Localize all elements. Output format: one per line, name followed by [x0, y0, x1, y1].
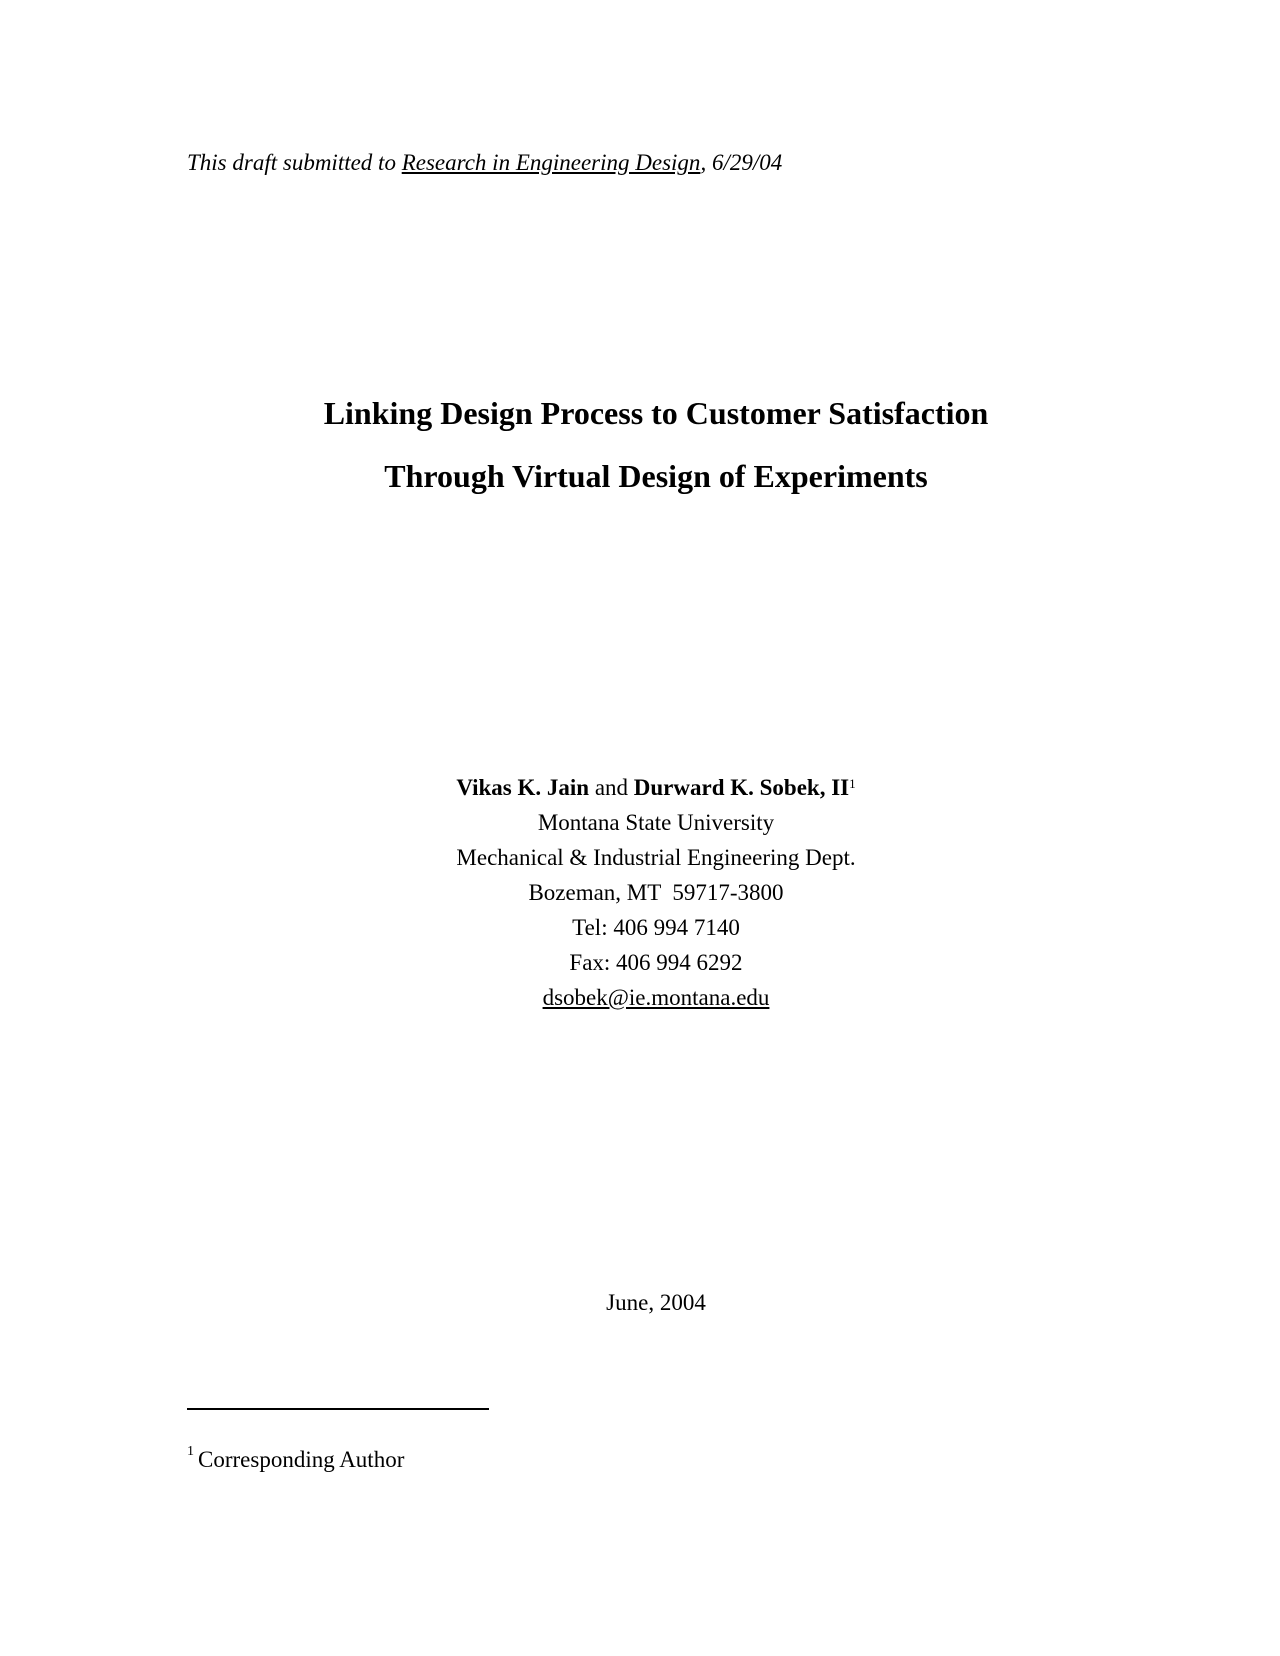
submission-note-prefix: This draft submitted to: [187, 150, 402, 175]
paper-title-line-1: Linking Design Process to Customer Satisfaction: [323, 395, 989, 431]
affiliation-fax: Fax: 406 994 6292: [569, 950, 743, 975]
author-email-link[interactable]: dsobek@ie.montana.edu: [542, 985, 770, 1010]
author-names: [0, 770, 1280, 805]
author-conjunction: and: [589, 775, 634, 800]
affiliation-telephone: Tel: 406 994 7140: [572, 915, 740, 940]
affiliation-address: Bozeman, MT 59717-3800: [528, 880, 784, 905]
affiliation-university: Montana State University: [537, 810, 775, 835]
author-1-name: Vikas K. Jain: [456, 775, 590, 800]
submission-note-date: , 6/29/04: [700, 150, 783, 175]
footnote: [187, 1444, 405, 1473]
journal-name: Research in Engineering Design: [401, 150, 701, 175]
submission-note: [187, 150, 782, 176]
footnote-divider: [187, 1408, 489, 1410]
author-2-name: Durward K. Sobek, II: [633, 775, 850, 800]
author-footnote-mark: 1: [849, 776, 856, 791]
footnote-mark: 1: [187, 1444, 194, 1459]
paper-title-line-2: Through Virtual Design of Experiments: [384, 458, 928, 494]
affiliation-department: Mechanical & Industrial Engineering Dept.: [456, 845, 856, 870]
paper-date: June, 2004: [606, 1290, 706, 1315]
author-block: [0, 770, 1280, 1015]
footnote-text: Corresponding Author: [198, 1447, 405, 1472]
